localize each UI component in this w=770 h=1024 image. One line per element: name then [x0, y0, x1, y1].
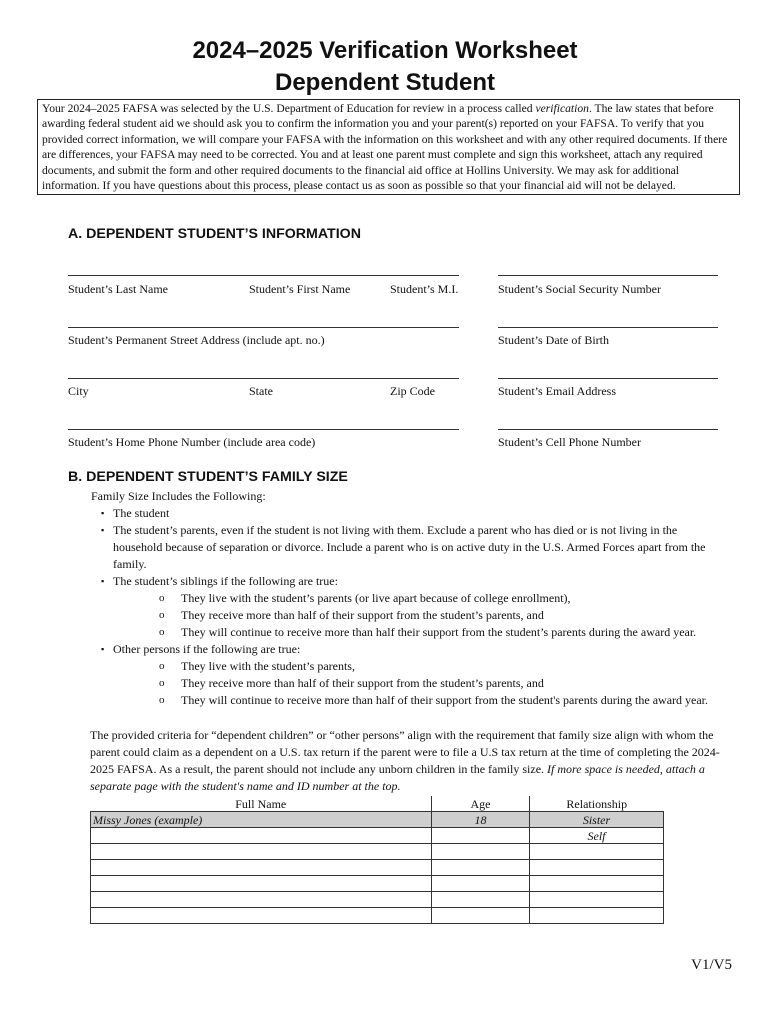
- cell-full-name[interactable]: [91, 844, 432, 860]
- last-name-label: Student’s Last Name: [68, 282, 168, 296]
- state-label: State: [249, 384, 273, 398]
- first-name-label: Student’s First Name: [249, 282, 351, 296]
- email-line[interactable]: [498, 378, 718, 379]
- criteria-note: If more space is needed, attach a separate page with the student's name and ID number at the top.: [90, 762, 705, 793]
- bullet-parents: The student’s parents, even if the student is not living with them. Exclude a parent who has died or is not living in the household because of separation or divorce. Include a parent who is on active duty in the U.S. Armed Forces apart from the family.: [113, 523, 706, 571]
- circle-bullet-icon: o: [159, 694, 165, 706]
- cell-age[interactable]: [432, 860, 530, 876]
- circle-bullet-icon: o: [159, 677, 165, 689]
- cell-full-name[interactable]: [91, 876, 432, 892]
- cell-full-name[interactable]: [91, 828, 432, 844]
- table-row: [91, 860, 664, 876]
- table-row: [91, 892, 664, 908]
- section-b-heading: B. DEPENDENT STUDENT’S FAMILY SIZE: [68, 469, 348, 485]
- cell-relationship[interactable]: [530, 844, 664, 860]
- zip-label: Zip Code: [390, 384, 435, 398]
- intro-verification-term: verification: [535, 102, 589, 115]
- mi-label: Student’s M.I.: [390, 282, 459, 296]
- criteria-text: The provided criteria for “dependent children” or “other persons” align with the requirement that family size align with whom the parent could claim as a dependent on a U.S. tax return if the parent were to file a U.S tax return at the time of completing the 2024-2025 FAFSA. As a result, the parent should not include any unborn children in the family size.: [90, 728, 720, 776]
- cell-full-name[interactable]: [91, 892, 432, 908]
- circle-bullet-icon: o: [159, 592, 165, 604]
- sibling-criterion-3: They will continue to receive more than half their support from the student’s parents during the award year.: [181, 625, 697, 639]
- cell-age[interactable]: [432, 892, 530, 908]
- circle-bullet-icon: o: [159, 660, 165, 672]
- cell-relationship[interactable]: [530, 892, 664, 908]
- cell-age[interactable]: [432, 908, 530, 924]
- circle-bullet-icon: o: [159, 609, 165, 621]
- bullet-icon: ▪: [101, 576, 105, 586]
- cell-age: 18: [432, 812, 530, 828]
- ssn-line[interactable]: [498, 275, 718, 276]
- cell-age[interactable]: [432, 876, 530, 892]
- version-label: V1/V5: [691, 957, 732, 973]
- sibling-criterion-1: They live with the student’s parents (or live apart because of college enrollment),: [181, 591, 571, 605]
- cell-relationship[interactable]: [530, 860, 664, 876]
- intro-text-1: Your 2024–2025 FAFSA was selected by the U.S. Department of Education for review in a process called: [42, 102, 536, 115]
- bullet-icon: ▪: [101, 525, 105, 535]
- family-members-table: [90, 796, 664, 924]
- table-row: [91, 844, 664, 860]
- intro-box: [37, 99, 740, 195]
- other-criterion-2: They receive more than half of their support from the student’s parents, and: [181, 676, 544, 690]
- name-line[interactable]: [68, 275, 459, 276]
- home-phone-line[interactable]: [68, 429, 459, 430]
- worksheet-subtitle: Dependent Student: [275, 69, 495, 96]
- cell-relationship: Self: [530, 828, 664, 844]
- other-criterion-3: They will continue to receive more than half of their support from the student's parents during the award year.: [181, 693, 708, 707]
- circle-bullet-icon: o: [159, 626, 165, 638]
- table-row: [91, 876, 664, 892]
- table-row-example: [91, 812, 664, 828]
- section-a-heading: A. DEPENDENT STUDENT’S INFORMATION: [68, 226, 361, 242]
- bullet-student: The student: [113, 506, 170, 520]
- city-state-zip-line[interactable]: [68, 378, 459, 379]
- ssn-label: Student’s Social Security Number: [498, 282, 661, 296]
- bullet-icon: ▪: [101, 508, 105, 518]
- cell-relationship: Sister: [530, 812, 664, 828]
- table-row: [91, 828, 664, 844]
- cell-relationship[interactable]: [530, 876, 664, 892]
- home-phone-label: Student’s Home Phone Number (include area code): [68, 435, 316, 449]
- cell-full-name: Missy Jones (example): [91, 812, 432, 828]
- cell-full-name[interactable]: [91, 908, 432, 924]
- city-label: City: [68, 384, 89, 398]
- cell-age[interactable]: [432, 828, 530, 844]
- dob-label: Student’s Date of Birth: [498, 333, 609, 347]
- email-label: Student’s Email Address: [498, 384, 616, 398]
- table-row: [91, 908, 664, 924]
- criteria-paragraph: [90, 727, 738, 795]
- column-header-full-name: Full Name: [91, 796, 432, 812]
- intro-text-2: . The law states that before awarding federal student aid we should ask you to confirm the information you and your parent(s) reported on your FAFSA. To verify that you provided correct information, we will compare your FAFSA with the information on this worksheet and with any other required documents. If there are differences, your FAFSA may need to be corrected. You and at least one parent must complete and sign this worksheet, attach any required documents, and submit the form and other required documents to the financial aid office at Hollins University. We may ask for additional information. If you have questions about this process, please contact us as soon as possible so that your financial aid will not be delayed.: [42, 102, 728, 193]
- other-criterion-1: They live with the student’s parents,: [181, 659, 355, 673]
- street-label: Student’s Permanent Street Address (include apt. no.): [68, 333, 325, 347]
- cell-age[interactable]: [432, 844, 530, 860]
- street-line[interactable]: [68, 327, 459, 328]
- cell-full-name[interactable]: [91, 860, 432, 876]
- column-header-relationship: Relationship: [530, 796, 664, 812]
- cell-phone-line[interactable]: [498, 429, 718, 430]
- bullet-icon: ▪: [101, 644, 105, 654]
- cell-phone-label: Student’s Cell Phone Number: [498, 435, 641, 449]
- dob-line[interactable]: [498, 327, 718, 328]
- worksheet-title: 2024–2025 Verification Worksheet: [192, 37, 578, 64]
- column-header-age: Age: [432, 796, 530, 812]
- bullet-other-persons: Other persons if the following are true:: [113, 642, 301, 656]
- cell-relationship[interactable]: [530, 908, 664, 924]
- sibling-criterion-2: They receive more than half of their support from the student’s parents, and: [181, 608, 544, 622]
- bullet-siblings: The student’s siblings if the following are true:: [113, 574, 338, 588]
- family-size-intro: Family Size Includes the Following:: [91, 489, 266, 503]
